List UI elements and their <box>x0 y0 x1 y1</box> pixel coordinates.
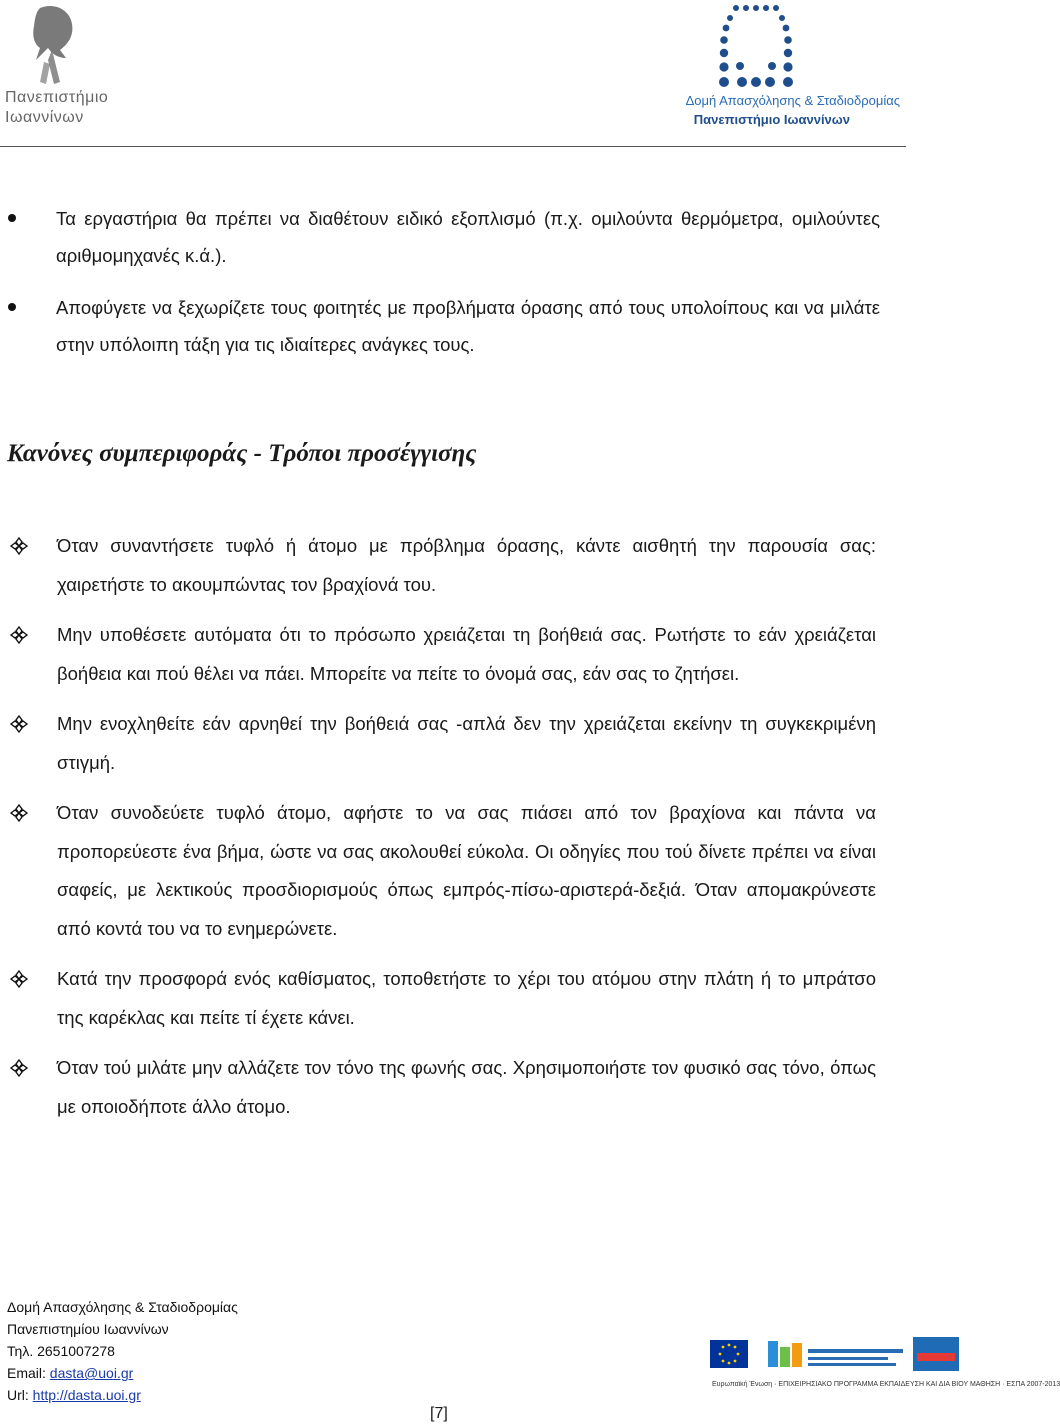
dasta-title: Δομή Απασχόλησης & Σταδιοδρομίας <box>685 93 900 108</box>
list-item-text: Όταν τού μιλάτε μην αλλάζετε τον τόνο της φωνής σας. Χρησιμοποιήστε τον φυσικό σας τόνο, όπως με οποιοδήποτε άλλο άτομο. <box>57 1057 876 1117</box>
list-item-text: Όταν συναντήσετε τυφλό ή άτομο με πρόβλημα όρασης, κάντε αισθητή την παρουσία σας: χαιρετήστε το ακουμπώντας τον βραχίονά του. <box>57 535 876 595</box>
page-header <box>0 0 960 150</box>
university-name-line1: Πανεπιστήμιο <box>5 89 109 106</box>
intro-bullet-list <box>0 200 880 378</box>
list-item-text: Τα εργαστήρια θα πρέπει να διαθέτουν ειδικό εξοπλισμό (π.χ. ομιλούντα θερμόμετρα, ομιλούντες αριθμομηχανές κ.ά.). <box>56 208 880 266</box>
list-item <box>0 527 876 604</box>
dasta-logo <box>700 0 900 90</box>
footer-phone: Τηλ. 2651007278 <box>7 1343 115 1359</box>
footer-org-line1: Δομή Απασχόλησης & Σταδιοδρομίας <box>7 1299 238 1315</box>
page-footer <box>7 1296 238 1406</box>
list-item <box>0 200 880 274</box>
list-item-text: Μην υποθέσετε αυτόματα ότι το πρόσωπο χρειάζεται τη βοήθειά σας. Ρωτήστε το εάν χρειάζεται βοήθεια και πού θέλει να πάει. Μπορείτε να πείτε το όνομά σας, εάν σας το ζητήσει. <box>57 624 876 684</box>
list-item <box>0 960 876 1037</box>
footer-url-label: Url: <box>7 1387 33 1403</box>
list-item <box>0 705 876 782</box>
bullet-icon <box>8 214 16 222</box>
list-item <box>0 616 876 693</box>
diamond-bullet-icon <box>10 804 28 822</box>
footer-email-label: Email: <box>7 1365 50 1381</box>
footer-email-row <box>7 1362 238 1384</box>
page-number: [7] <box>430 1405 448 1422</box>
list-item-text: Κατά την προσφορά ενός καθίσματος, τοποθετήστε το χέρι του ατόμου στην πλάτη ή το μπράτσο της καρέκλας και πείτε τί έχετε κάνει. <box>57 968 876 1028</box>
list-item <box>0 794 876 948</box>
university-name-line2: Ιωαννίνων <box>5 109 84 126</box>
header-divider <box>0 146 906 147</box>
diamond-bullet-icon <box>10 715 28 733</box>
list-item-text: Αποφύγετε να ξεχωρίζετε τους φοιτητές με προβλήματα όρασης από τους υπολοίπους και να μιλάτε στην υπόλοιπη τάξη για τις ιδιαίτερες ανάγκες τους. <box>56 297 880 355</box>
footer-url-link[interactable]: http://dasta.uoi.gr <box>32 1387 141 1403</box>
bullet-icon <box>8 303 16 311</box>
eu-funding-caption: Ευρωπαϊκή Ένωση · ΕΠΙΧΕΙΡΗΣΙΑΚΟ ΠΡΟΓΡΑΜΜΑ ΕΚΠΑΙΔΕΥΣΗ ΚΑΙ ΔΙΑ ΒΙΟΥ ΜΑΘΗΣΗ · ΕΣΠΑ 2007-2013 <box>712 1381 1060 1388</box>
diamond-bullet-icon <box>10 626 28 644</box>
list-item-text: Μην ενοχληθείτε εάν αρνηθεί την βοήθειά σας -απλά δεν την χρειάζεται εκείνην τη συγκεκριμένη στιγμή. <box>57 713 876 773</box>
diamond-bullet-icon <box>10 1059 28 1077</box>
list-item <box>0 1049 876 1126</box>
diamond-bullet-icon <box>10 970 28 988</box>
footer-email-link[interactable]: dasta@uoi.gr <box>49 1365 134 1381</box>
university-name <box>5 88 108 128</box>
section-heading: Κανόνες συμπεριφοράς - Τρόποι προσέγγισης <box>7 440 477 467</box>
list-item <box>0 289 880 363</box>
dasta-subtitle: Πανεπιστήμιο Ιωαννίνων <box>693 112 850 127</box>
footer-org-line2: Πανεπιστημίου Ιωαννίνων <box>7 1321 169 1337</box>
diamond-bullet-icon <box>10 537 28 555</box>
list-item-text: Όταν συνοδεύετε τυφλό άτομο, αφήστε το να σας πιάσει από τον βραχίονα και πάντα να προπορεύεστε ένα βήμα, ώστε να σας ακολουθεί εύκολα. Οι οδηγίες που τού δίνετε πρέπει να είναι σαφείς, με λεκτικούς προσδιορισμούς όπως εμπρός-πίσω-αριστερά-δεξιά. Όταν απομακρύνεστε από κοντά του να το ενημερώνετε. <box>57 802 876 939</box>
footer-url-row <box>7 1384 238 1406</box>
rules-list <box>0 527 876 1138</box>
